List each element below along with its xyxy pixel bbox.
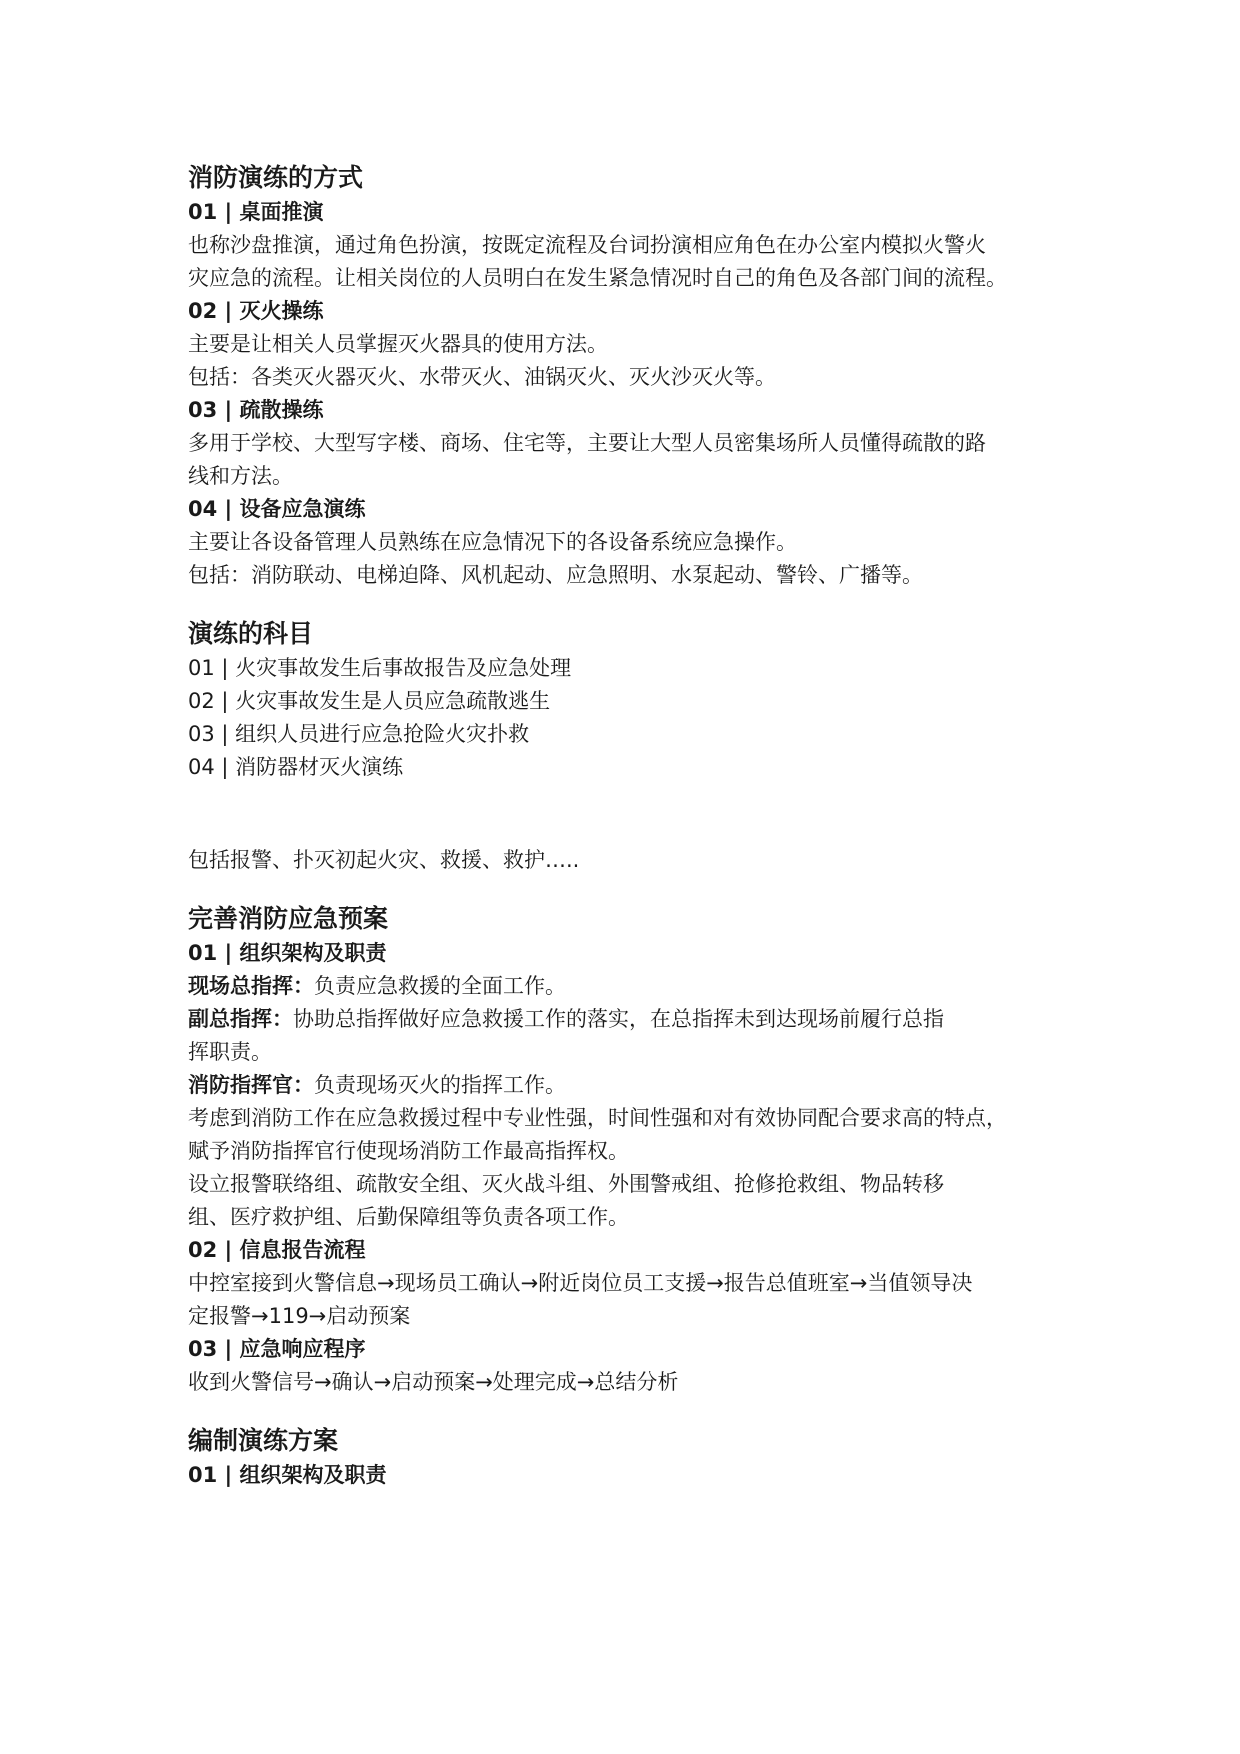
list-item: 04 | 消防器材灭火演练 [188,755,404,779]
section-title-drill-subjects: 演练的科目 [188,619,314,648]
document-page [188,160,1088,1492]
paragraph-line: 也称沙盘推演，通过角色扮演，按既定流程及台词扮演相应角色在办公室内模拟火警火 [188,233,986,257]
role-label: 现场总指挥： [188,974,314,998]
role-text: 负责应急救援的全面工作。 [314,974,566,998]
paragraph-line: 主要让各设备管理人员熟练在应急情况下的各设备系统应急操作。 [188,530,797,554]
spacer [188,877,1088,901]
subheading: 01 | 桌面推演 [188,200,324,224]
subheading: 01 | 组织架构及职责 [188,1463,387,1487]
paragraph-line: 中控室接到火警信息→现场员工确认→附近岗位员工支援→报告总值班室→当值领导决 [188,1271,973,1295]
subheading: 03 | 疏散操练 [188,398,324,422]
spacer [188,1399,1088,1423]
paragraph-line: 挥职责。 [188,1040,272,1064]
paragraph-line: 定报警→119→启动预案 [188,1304,411,1328]
section-title-drill-plan: 编制演练方案 [188,1426,339,1455]
role-text: 负责现场灭火的指挥工作。 [314,1073,566,1097]
paragraph-line: 考虑到消防工作在应急救援过程中专业性强，时间性强和对有效协同配合要求高的特点， [188,1106,1007,1130]
spacer [188,784,1088,844]
role-line [188,970,1088,1003]
spacer [188,592,1088,616]
role-line [188,1003,1088,1036]
subheading: 04 | 设备应急演练 [188,497,366,521]
paragraph-line: 灾应急的流程。让相关岗位的人员明白在发生紧急情况时自己的角色及各部门间的流程。 [188,266,1007,290]
paragraph-line: 设立报警联络组、疏散安全组、灭火战斗组、外围警戒组、抢修抢救组、物品转移 [188,1172,944,1196]
note-line: 包括报警、扑灭初起火灾、救援、救护….. [188,848,580,872]
section-title-drill-methods: 消防演练的方式 [188,163,364,192]
section-title-emergency-plan: 完善消防应急预案 [188,904,389,933]
subheading: 01 | 组织架构及职责 [188,941,387,965]
subheading: 02 | 灭火操练 [188,299,324,323]
paragraph-line: 线和方法。 [188,464,293,488]
role-label: 副总指挥： [188,1007,293,1031]
paragraph-line: 多用于学校、大型写字楼、商场、住宅等，主要让大型人员密集场所人员懂得疏散的路 [188,431,986,455]
subheading: 02 | 信息报告流程 [188,1238,366,1262]
paragraph-line: 包括：各类灭火器灭火、水带灭火、油锅灭火、灭火沙灭火等。 [188,365,776,389]
paragraph-line: 包括：消防联动、电梯迫降、风机起动、应急照明、水泵起动、警铃、广播等。 [188,563,923,587]
paragraph-line: 赋予消防指挥官行使现场消防工作最高指挥权。 [188,1139,629,1163]
paragraph-line: 收到火警信号→确认→启动预案→处理完成→总结分析 [188,1370,679,1394]
list-item: 02 | 火灾事故发生是人员应急疏散逃生 [188,689,551,713]
subheading: 03 | 应急响应程序 [188,1337,366,1361]
role-label: 消防指挥官： [188,1073,314,1097]
paragraph-line: 主要是让相关人员掌握灭火器具的使用方法。 [188,332,608,356]
role-text: 协助总指挥做好应急救援工作的落实，在总指挥未到达现场前履行总指 [293,1007,944,1031]
paragraph-line: 组、医疗救护组、后勤保障组等负责各项工作。 [188,1205,629,1229]
role-line [188,1069,1088,1102]
list-item: 03 | 组织人员进行应急抢险火灾扑救 [188,722,530,746]
list-item: 01 | 火灾事故发生后事故报告及应急处理 [188,656,572,680]
